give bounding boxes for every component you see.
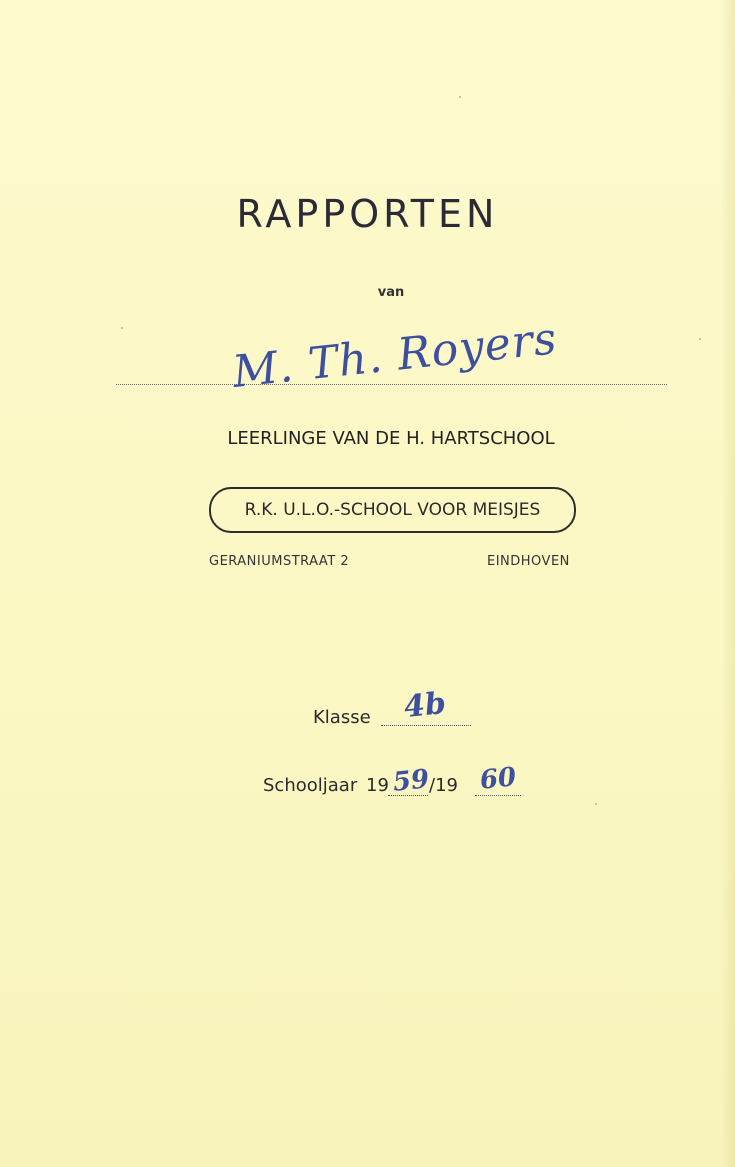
school-name: R.K. U.L.O.-SCHOOL VOOR MEISJES — [244, 500, 541, 520]
year-prefix-start: 19 — [366, 775, 389, 796]
page-edge-shadow — [721, 0, 735, 1167]
city: EINDHOVEN — [487, 554, 570, 569]
paper-speck — [595, 803, 597, 805]
klasse-label: Klasse — [313, 707, 371, 728]
paper-speck — [121, 327, 123, 329]
school-name-box — [209, 487, 576, 533]
schooljaar-label: Schooljaar — [263, 775, 358, 796]
page-title: RAPPORTEN — [236, 192, 499, 236]
year-start-handwritten: 59 — [391, 764, 431, 798]
street-address: GERANIUMSTRAAT 2 — [209, 554, 350, 569]
paper-speck — [699, 338, 701, 340]
van-label: van — [377, 285, 405, 300]
school-subtitle: LEERLINGE VAN DE H. HARTSCHOOL — [227, 428, 555, 449]
klasse-handwritten: 4b — [402, 685, 448, 726]
paper-speck — [459, 96, 461, 98]
name-dotted-line — [116, 384, 667, 385]
year-prefix-end: /19 — [429, 775, 458, 796]
year-end-handwritten: 60 — [478, 762, 518, 796]
student-name-handwritten: M. Th. Royers — [230, 313, 560, 398]
klasse-dotted-line — [381, 725, 471, 726]
